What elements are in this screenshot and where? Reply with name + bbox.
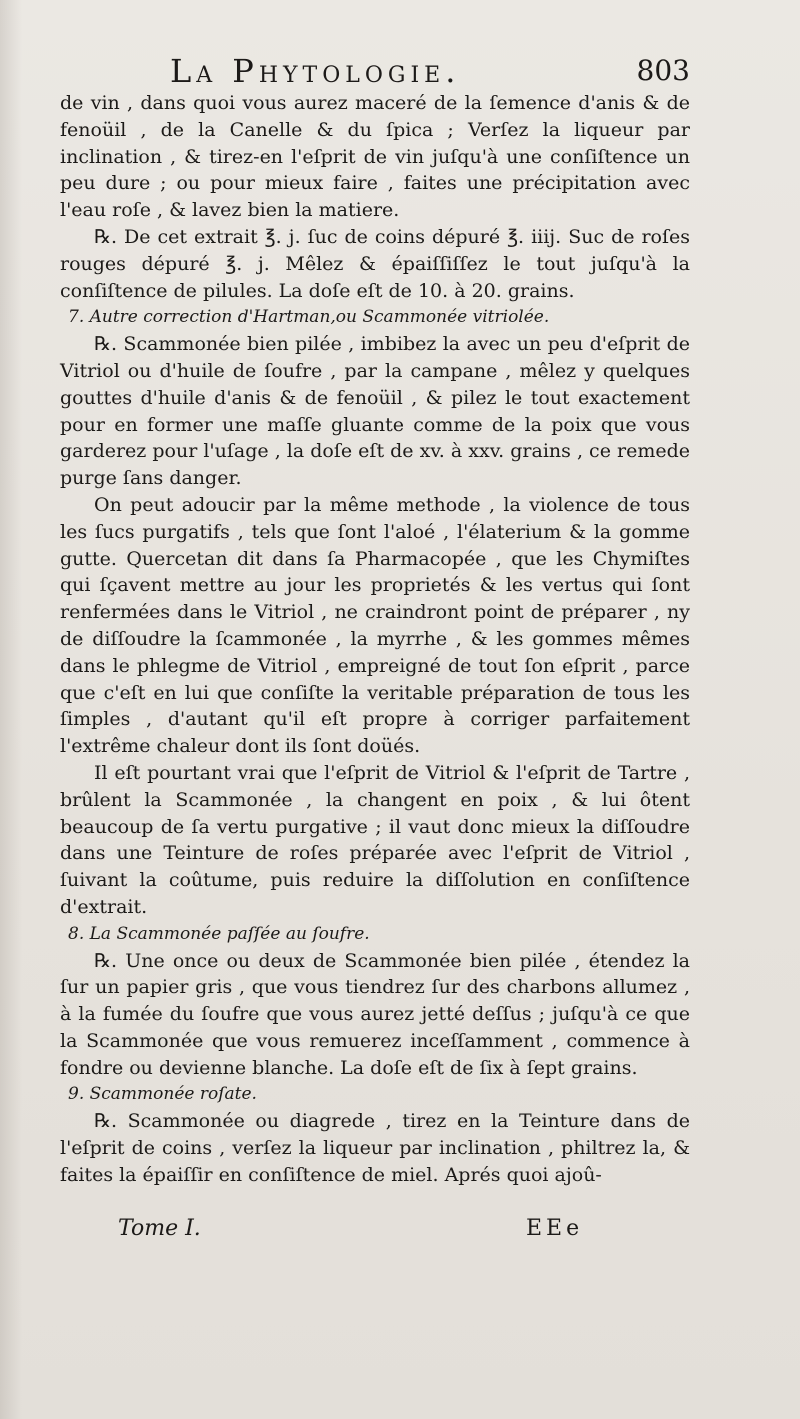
section-heading-7: 7. Autre correction d'Hartman,ou Scammonée vitriolée. xyxy=(68,307,550,328)
section-heading-9: 9. Scammonée roſate. xyxy=(68,1084,257,1105)
signature-mark: EEe xyxy=(526,1216,584,1241)
running-title: La Phytologie. xyxy=(170,52,461,90)
recipe-paragraph: ℞. De cet extrait ℥. j. ſuc de coins dépuré ℥. iiij. Suc de roſes rouges dépuré ℥. j. Mêlez & épaiſſiſſez le tout juſqu'à la conſiſtence de pilules. La doſe eſt de 10. à 20. grains. xyxy=(60,225,690,302)
page-body xyxy=(60,90,690,1189)
paragraph: de vin , dans quoi vous aurez maceré de la ſemence d'anis & de fenoüil , de la Canelle & du ſpica ; Verſez la liqueur par inclination , & tirez-en l'eſprit de vin juſqu'à une conſiſtence un peu dure ; ou pour mieux faire , faites une précipitation avec l'eau roſe , & lavez bien la matiere. xyxy=(60,92,690,222)
recipe-paragraph: ℞. Une once ou deux de Scammonée bien pilée , étendez la ſur un papier gris , que vous tiendrez ſur des charbons allumez , à la fumée du ſoufre que vous aurez jetté deſſus ; juſqu'à ce que la Scammonée que vous remuerez inceſſamment , commence à fondre ou devienne blanche. La doſe eſt de ſix à ſept grains. xyxy=(60,949,690,1079)
volume-label: Tome I. xyxy=(118,1216,201,1241)
paragraph: Il eſt pourtant vrai que l'eſprit de Vitriol & l'eſprit de Tartre , brûlent la Scammonée , la changent en poix , & lui ôtent beaucoup de ſa vertu purgative ; il vaut donc mieux la diſſoudre dans une Teinture de roſes préparée avec l'eſprit de Vitriol , ſuivant la coûtume, puis reduire la diſſolution en conſiſtence d'extrait. xyxy=(60,761,690,918)
page-number: 803 xyxy=(636,54,690,87)
recipe-paragraph: ℞. Scammonée ou diagrede , tirez en la Teinture dans de l'eſprit de coins , verſez la liqueur par inclination , philtrez la, & faites la épaiſſir en conſiſtence de miel. Aprés quoi ajoû- xyxy=(60,1110,690,1186)
paragraph: On peut adoucir par la même methode , la violence de tous les ſucs purgatifs , tels que ſont l'aloé , l'élaterium & la gomme gutte. Quercetan dit dans ſa Pharmacopée , que les Chymiſtes qui ſçavent mettre au jour les proprietés & les vertus qui ſont renfermées dans le Vitriol , ne craindront point de préparer , ny de diſſoudre la ſcammonée , la myrrhe , & les gommes mêmes dans le phlegme de Vitriol , empreigné de tout ſon eſprit , parce que c'eſt en lui que conſiſte la veritable préparation de tous les ſimples , d'autant qu'il eſt propre à corriger parfaitement l'extrême chaleur dont ils ſont doüés. xyxy=(60,493,690,758)
page-footer xyxy=(118,1216,638,1256)
recipe-paragraph: ℞. Scammonée bien pilée , imbibez la avec un peu d'eſprit de Vitriol ou d'huile de ſoufre , par la campane , mêlez y quelques gouttes d'huile d'anis & de fenoüil , & pilez le tout exactement pour en former une maſſe gluante comme de la poix que vous garderez pour l'uſage , la doſe eſt de xv. à xxv. grains , ce remede purge ſans danger. xyxy=(60,333,690,490)
section-heading-8: 8. La Scammonée paſſée au ſoufre. xyxy=(68,923,370,944)
